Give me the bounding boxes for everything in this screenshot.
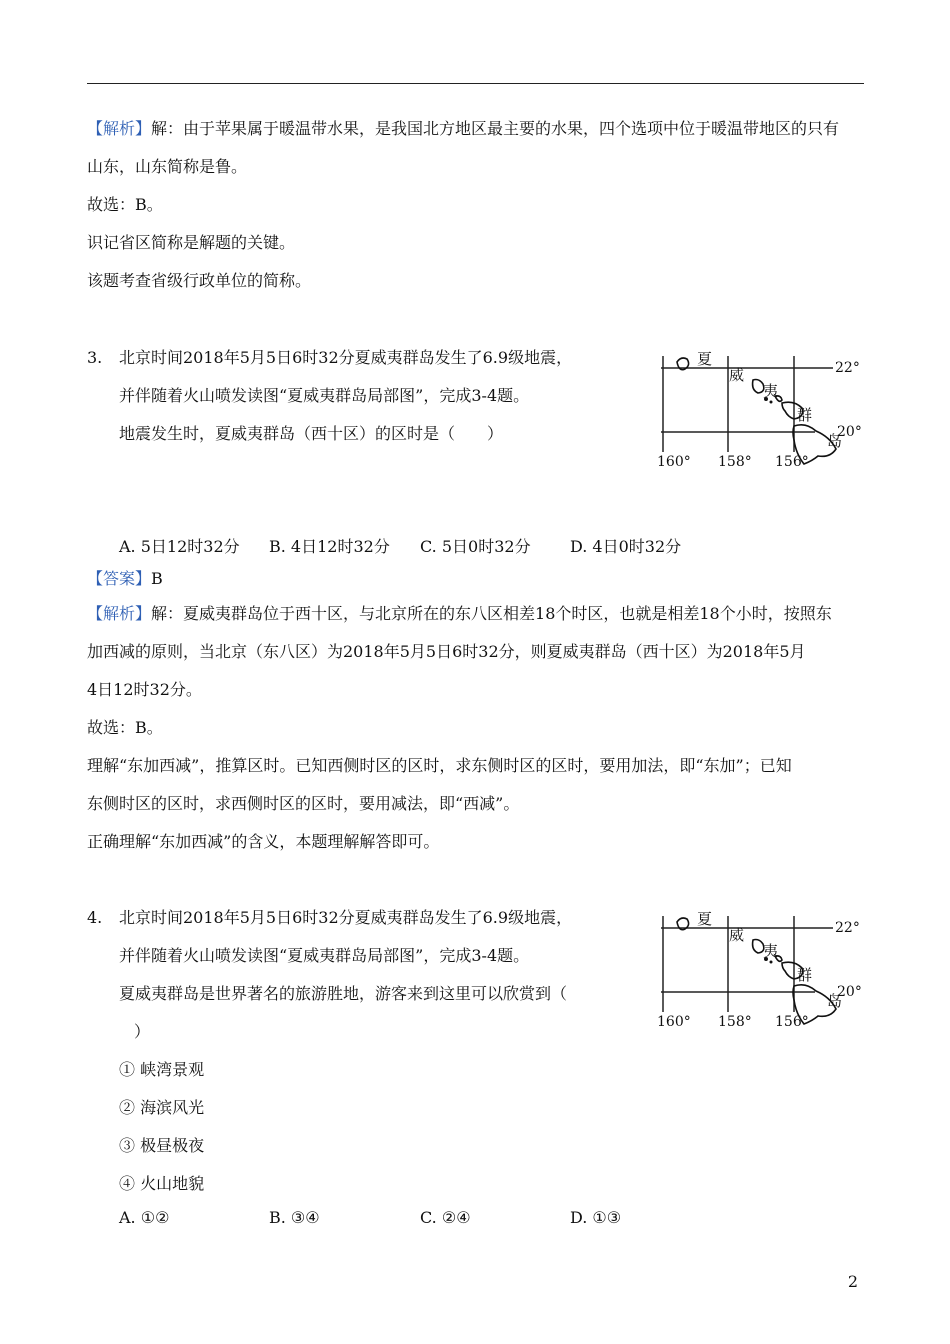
- map-lon-158: 158°: [718, 454, 752, 470]
- q2-explain-line1: 【解析】解：由于苹果属于暖温带水果，是我国北方地区最主要的水果，四个选项中位于暖温带地区的只有: [87, 119, 840, 138]
- q3-explain-line1: 【解析】解：夏威夷群岛位于西十区，与北京所在的东八区相差18个时区，也就是相差18个小时，按照东: [87, 604, 832, 623]
- q3-tip3: 正确理解“东加西减”的含义，本题理解解答即可。: [87, 832, 440, 851]
- q4-line2: 并伴随着火山喷发读图“夏威夷群岛局部图”，完成3-4题。: [119, 946, 530, 965]
- answer-tag: 【答案】: [87, 569, 152, 588]
- q3-option-b: B. 4日12时32分: [269, 537, 390, 556]
- q3-tip2: 东侧时区的区时，求西侧时区的区时，要用减法，即“西减”。: [87, 794, 520, 813]
- q4-item-4: ④ 火山地貌: [119, 1174, 205, 1193]
- q3-tip1: 理解“东加西减”，推算区时。已知西侧时区的区时，求东侧时区的区时，要用加法，即“东加”；已知: [87, 756, 792, 775]
- q4-option-d: D. ①③: [570, 1208, 622, 1227]
- page-number: 2: [847, 1272, 858, 1291]
- map-lon-160: 160°: [657, 454, 691, 470]
- q2-tip2: 该题考查省级行政单位的简称。: [87, 271, 312, 290]
- q3-explain-line2: 加西减的原则，当北京（东八区）为2018年5月5日6时32分，则夏威夷群岛（西十区）为2018年5月: [87, 642, 806, 661]
- map-lon-160: 160°: [657, 1014, 691, 1030]
- map-label-xia: 夏: [697, 350, 713, 368]
- q3-line2: 并伴随着火山喷发读图“夏威夷群岛局部图”，完成3-4题。: [119, 386, 530, 405]
- q4-option-a: A. ①②: [119, 1208, 170, 1227]
- q4-question-end: ）: [134, 1022, 151, 1041]
- header-rule: [87, 83, 864, 84]
- map-label-wei: 威: [729, 926, 745, 944]
- q3-number: 3.: [87, 348, 103, 367]
- q3-explain-line3: 4日12时32分。: [87, 680, 202, 699]
- q2-tip1: 识记省区简称是解题的关键。: [87, 233, 296, 252]
- map-label-dao: 岛: [827, 992, 843, 1010]
- q2-choice: 故选：B。: [87, 195, 163, 214]
- map-lon-156: 156°: [775, 454, 809, 470]
- hawaii-map-2: [655, 908, 865, 1030]
- map-lon-158: 158°: [718, 1014, 752, 1030]
- map-label-qun: 群: [797, 966, 813, 984]
- q3-answer: 【答案】B: [87, 569, 163, 588]
- q2-explain-line2: 山东，山东简称是鲁。: [87, 157, 248, 176]
- q4-item-2: ② 海滨风光: [119, 1098, 205, 1117]
- q3-option-d: D. 4日0时32分: [570, 537, 682, 556]
- q3-option-a: A. 5日12时32分: [119, 537, 240, 556]
- explain-tag: 【解析】: [87, 119, 152, 138]
- explain-tag: 【解析】: [87, 604, 152, 623]
- q4-item-3: ③ 极昼极夜: [119, 1136, 205, 1155]
- map-lon-156: 156°: [775, 1014, 809, 1030]
- map-label-dao: 岛: [827, 432, 843, 450]
- map-lat-22: 22°: [835, 360, 860, 376]
- q4-line1: 北京时间2018年5月5日6时32分夏威夷群岛发生了6.9级地震，: [119, 908, 573, 927]
- q4-item-1: ① 峡湾景观: [119, 1060, 205, 1079]
- q3-option-c: C. 5日0时32分: [420, 537, 531, 556]
- q3-choice: 故选：B。: [87, 718, 163, 737]
- map-label-qun: 群: [797, 406, 813, 424]
- q4-option-c: C. ②④: [420, 1208, 471, 1227]
- map-lat-20: 20°: [837, 984, 862, 1000]
- map-label-xia: 夏: [697, 910, 713, 928]
- map-label-wei: 威: [729, 366, 745, 384]
- q4-question: 夏威夷群岛是世界著名的旅游胜地，游客来到这里可以欣赏到（: [119, 984, 568, 1003]
- q3-line1: 北京时间2018年5月5日6时32分夏威夷群岛发生了6.9级地震，: [119, 348, 573, 367]
- q4-option-b: B. ③④: [269, 1208, 320, 1227]
- map-label-yi: 夷: [763, 942, 779, 960]
- q3-question: 地震发生时，夏威夷群岛（西十区）的区时是（ ）: [119, 424, 504, 443]
- q4-number: 4.: [87, 908, 103, 927]
- map-label-yi: 夷: [763, 382, 779, 400]
- map-lat-22: 22°: [835, 920, 860, 936]
- map-lat-20: 20°: [837, 424, 862, 440]
- hawaii-map: [655, 348, 865, 470]
